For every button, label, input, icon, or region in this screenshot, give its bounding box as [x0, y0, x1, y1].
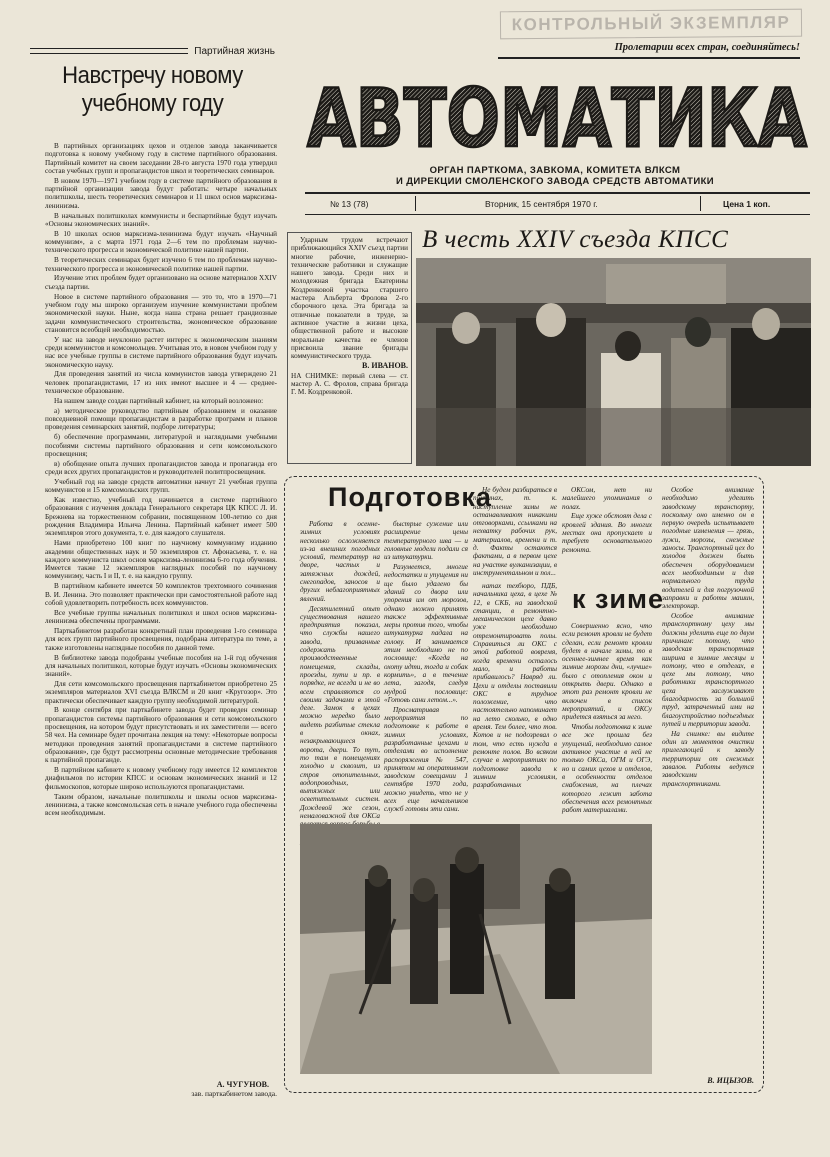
paragraph: Для проведения занятий из числа коммунистов завода утверждено 21 человек пропагандистами, 17 из них имеют высшее и 4 — среднее-техническое образование. [45, 370, 277, 396]
paragraph: Работа в осенне-зимних условиях несколько осложняется из-за внешних погодных условий, температур на дворе, частых и затяжных дождей, снегопадов, заносов и других неблагоприятных явлений. [300, 520, 380, 603]
left-article-body [45, 142, 277, 1077]
brigade-photo [416, 258, 811, 466]
issue-number: № 13 (78) [330, 199, 369, 209]
paragraph: Парткабинетом разработан конкретный план проведения 1-го семинара для всех групп партийного просвещения, подобрана литература по теме, а также изготовлены наглядные пособия по данной теме. [45, 627, 277, 652]
paragraph: Новое в системе партийного образования — это то, что в 1970—71 учебном году мы широко организуем изучение коммунистами проблем экономической науки. Ныне, когда наша страна решает грандиозные задачи коммунистического строительства, экономическое образование становится всеобщей необходимостью. [45, 292, 277, 334]
paragraph: Особое внимание необходимо уделить заводскому транспорту, поскольку оно именно он в первую очередь испытывает погодные изменения — грязь, лужи, морозы, снежные заносы. Транспортный цех до холодов должен быть обеспечен оборудованием всех необходимым и для нормального труда водителей и для погрузочной заправки и работы машин, электрокар. [662, 486, 754, 611]
paragraph: В библиотеке завода подобраны учебные пособия на 1-й год обучения для начальных политшкол, которые будут изучать «Основы экономических знаний». [45, 653, 277, 679]
paragraph: В партийном кабинете имеется 50 комплектов трехтомного сочинения В. И. Ленина. Это позволяет практически при самостоятельной работе над собой удовлетворить потребность всех коммунистов. [45, 582, 277, 607]
honor-photo-caption: НА СНИМКЕ: первый слева — ст. мастер А. С. Фролов, справа бригада Г. М. Коздренковой. [291, 371, 408, 397]
feature-author: В. ИЦЫЗОВ. [707, 1076, 754, 1085]
left-author-role: зав. парткабинетом завода. [191, 1089, 277, 1098]
rubric-rule [30, 48, 188, 54]
paragraph: Изучение этих проблем будет организовано на основе материалов XXIV съезда партии. [45, 274, 277, 291]
paragraph: в) обобщение опыта лучших пропагандистов завода и пропаганда его среди всех других пропагандистов и руководителей политпросвещения. [45, 459, 277, 477]
feature-column-1 [300, 520, 380, 820]
feature-column-3-bottom [473, 582, 557, 818]
paragraph: Все учебные группы начальных политшкол и школ основ марксизма-ленинизма обеспечены программами. [45, 608, 277, 626]
paragraph: натах техбюро, ПДБ, начальника цеха, в цехе № 12, в СКБ, на заводской станции, в ремонтно-механическом цехе давно уже необходимо отремонтировать полы. Справиться ли ОКС с этой работой вовремя, когда времени осталось мало, и работы прибавилось? Навряд ли. Цехи и отделы поставили ОКС в трудное положение, что настоятельно напоминает на лето сколько, в одно время. Тем более, что тов. Котов и не подозревал о том, что есть нужда в ремонте полов. Во всяком случае в мероприятиях по подготовке завода к зимним условиям, разработанных [473, 582, 557, 790]
issue-bar-divider [700, 196, 701, 211]
paragraph: Нами приобретено 100 книг по научному коммунизму изданию академии общественных наук и 50 экземпляров ст. Афонасьева, т. е. на каждого коммуниста школ основ марксизма-ленинизма 6-го года обучения. Имеется также 12 экземпляров наглядных пособий по научному коммунизму, часть I и II, т. е. на каждую группу. [45, 539, 277, 581]
rubric-label: Партийная жизнь [194, 45, 275, 57]
paragraph: Особое внимание транспортному цеху мы должны уделить еще по двум причинам: потому, что заводская транспортная ширина в зимние месяцы и потому, что в отделах, в цехе мы потому, что работники транспортного цеха заслуживают благодарность за большой труд, затраченный ими на благоустройство подъездных путей и территории завода. [662, 612, 754, 728]
feature-headline-part-2: к зиме [571, 584, 665, 614]
paragraph: На снимке: вы видите один из моментов очистки прилегающей к заводу территории от снежных завалов. Работы ведутся заводскими транспортниками. [662, 729, 754, 788]
paragraph: Еще хуже обстоят дела с кровлей здания. Во многих местах она пропускает и требует основательного ремонта. [562, 512, 652, 554]
masthead-slogan: Пролетарии всех стран, соединяйтесь! [614, 42, 800, 53]
issue-info-bar [305, 192, 810, 215]
paragraph: В конце сентября при парткабинете завода будет проведен семинар пропагандистов системы партийного образования и сети комсомольского просвещения, на котором будут присутствовать и их заместители — всего 58 чел. На семинаре будет прочитана лекция на тему: «Некоторые вопросы методики проведения занятий пропагандистами в системе партийного образования», где будут рассмотрены основные методические требования к партийной пропаганде. [45, 706, 277, 765]
honor-caption-box [287, 232, 412, 464]
masthead-subtitle-2: И ДИРЕКЦИИ СМОЛЕНСКОГО ЗАВОДА СРЕДСТВ АВТОМАТИКИ [395, 176, 715, 187]
paragraph: б) обеспечение программами, литературой и наглядными учебными пособиями системы партийного образования и сети комсомольского просвещения; [45, 433, 277, 458]
masthead-subtitle-1: ОРГАН ПАРТКОМА, ЗАВКОМА, КОМИТЕТА ВЛКСМ [429, 165, 681, 176]
issue-date: Вторник, 15 сентября 1970 г. [485, 199, 598, 209]
paragraph: В партийном кабинете к новому учебному году имеется 12 комплектов диафильмов по истории КПСС и основам экономических знаний и 12 фильмоскопов, которые широко используются пропагандистами. [45, 766, 277, 791]
paragraph: В начальных политшколах коммунисты и беспартийные будут изучать «Основы экономических знаний». [45, 211, 277, 228]
honor-caption-text: Ударным трудом встречают приближающийся XXIV съезд партии многие рабочие, инженерно-технические работники и служащие нашего завода. Среди них и молодежная бригада Екатерины Коздренковой участка старшего мастера Альберта Фролова 2-го сборочного цеха. Эта бригада за отличные показатели в труде, за активное участие в жизни цеха, общественной работе и высокие моральные качества ее членов присвоила звание бригады коммунистического труда. [291, 236, 408, 361]
paragraph: Десятилетний опыт существования нашего предприятия показал, что службы нашего завода, призванные содержать производственные помещения, склады, проезды, пути и пр. в порядке, не всегда и не во всем справляются со своими задачами в этой деле. Замок в цехах можно нередко было видеть разбитые стекла в окнах, незакрывающиеся ворота, двери. То тут, то там в помещениях холодно и сквозит, из строя отопительных, водопроводных, вытяжных или осветительных систем. Дождевой же сезон, немаловажной для ОКСа [300, 604, 380, 820]
paragraph: ОКСом, нет ни малейшего упоминания о полах. [562, 486, 652, 511]
feature-column-2 [384, 520, 468, 820]
paragraph: В теоретических семинарах будет изучено 6 тем по проблемам научно-технического прогресса и экономической политике нашей партии. [45, 256, 277, 273]
paragraph: Просматривая мероприятия по подготовке к работе в зимних условиях, разработанные цехами и отделами во исполнение распоряжения № 547, принятом на оперативном заводском совещании 1 сентября 1970 года, можно увидеть, что не у всех еще начальников служб готовы эти сани. [384, 705, 468, 814]
paragraph: В новом 1970—1971 учебном году в системе партийного образования в партийной организации завода будут работать: четыре начальных политшколы, шесть теоретических семинаров и 11 школ основ марксизма-ленинизма. [45, 176, 277, 210]
honor-caption-author: В. ИВАНОВ. [362, 361, 408, 371]
paragraph: а) методическое руководство партийным образованием и оказание повседневной помощи пропагандистам в разработке программ и планов проведения семинарских занятий, подборе литературы; [45, 406, 277, 432]
paragraph: Для сети комсомольского просвещения парткабинетом приобретено 25 экземпляров материалов XVI съезда ВЛКСМ и 20 книг «Кругозор». Это практически обеспечивает каждую группу необходимой литературой. [45, 679, 277, 705]
section-rubric [30, 45, 275, 57]
feature-column-4-bottom [562, 622, 652, 818]
paragraph: Таким образом, начальные политшколы и школы основ марксизма-ленинизма, а также комсомольская сеть в начале учебного года обеспечены всем необходимым. [45, 792, 277, 818]
masthead-title-logo [300, 50, 815, 165]
headline-line-1: Навстречу новому [62, 62, 243, 89]
paragraph: Учебный год на заводе средств автоматики начнут 21 учебная группа коммунистов и 15 комсомольских групп. [45, 478, 277, 495]
paragraph: В 10 школах основ марксизма-ленинизма будут изучать «Научный коммунизм», а с марта 1971 года 2—6 тем по проблемам научно-технического прогресса и экономической политике нашей партии. [45, 229, 277, 255]
paragraph: Чтобы подготовка к зиме все же прошла без упущений, необходимо самое активное участие в ней не только ОКСа, ОГМ и ОГЭ, но и самих цехов и отделов, в особенности отделов снабжения, на плечах которого лежит забота обеспечения всех ремонтных работ материалами. [562, 723, 652, 815]
paragraph: В партийных организациях цехов и отделов завода заканчивается подготовка к новому учебному году в системе партийного образования. Партийный комитет на своем заседании 28-го августа 1970 года утвердил состав учебных групп и пропагандистов школ и теоретических семинаров. [45, 142, 277, 175]
left-article-headline [40, 62, 265, 118]
paragraph: На нашем заводе создан партийный кабинет, на который возложено: [54, 396, 264, 405]
feature-column-4-top [562, 486, 652, 578]
paragraph: Как известно, учебный год начинается в системе партийного образования с изучения доклада Генерального секретаря ЦК КПСС Л. И. Брежнева на торжественном собрании, посвященном 100-летию со дня рождения Владимира Ильича Ленина. Партийный кабинет имеет 500 экземпляров этого документа, т. е. для каждого слушателя. [45, 496, 277, 538]
feature-column-5 [662, 486, 754, 1074]
masthead-title: АВТОМАТИКА [307, 72, 808, 165]
snow-clearing-photo [300, 824, 652, 1074]
paragraph: Не будем разбираться в причинах, т. к. наступление зимы не останавливают никакими отговорками, ссылками на нехватку рабочих рук, материалов, времени и т. д. Факты остаются фактами, а в первом цехе на участке вулканизации, в инструментальном и пол... [473, 486, 557, 577]
issue-price: Цена 1 коп. [723, 199, 771, 209]
control-copy-stamp: КОНТРОЛЬНЫЙ ЭКЗЕМПЛЯР [500, 9, 802, 40]
paragraph: Совершенно ясно, что если ремонт кровли не будет сделан, если ремонт кровли будет в начале зимы, то в осеннее-зимнее время как зимние морозы дни, «лучше» было с отопления окон и открыть двери. Однако в этот раз ремонт кровли не включен в список мероприятий, и ОКСу придется взяться за него. [562, 622, 652, 722]
issue-bar-divider [415, 196, 416, 211]
left-article-signature [45, 1080, 277, 1098]
paragraph: У нас на заводе неуклонно растет интерес к экономическим знаниям среди коммунистов и комсомольцев. Учитывая это, в новом учебном году у нас все учебные группы в системе партийного образования будут изучать экономическую науку. [45, 335, 277, 369]
paragraph: Разумеется, многие недостатки и упущения ни ще было удалено бы зданий со двора или упорения им от морозов, однако можно принять также эффективные меры против того, чтобы штукатурка падала на голову. И занимается этим необходимо не по пословице: «Когда на охоту идти, тогда и собак кормить», а в течение лета, загодя, следуя мудрой пословице: «Готовь сани летом...». [384, 563, 468, 704]
feature-headline-part-1: Подготовка [328, 482, 492, 512]
honor-headline: В честь XXIV съезда КПСС [422, 226, 729, 253]
left-author-name: А. ЧУГУНОВ. [216, 1080, 269, 1089]
headline-line-2: учебному году [81, 90, 224, 117]
paragraph: быстрые сужение или расширение цены температурного шва — и головные модели подали ся из штукатурки. [384, 520, 468, 562]
feature-column-3-top [473, 486, 557, 580]
